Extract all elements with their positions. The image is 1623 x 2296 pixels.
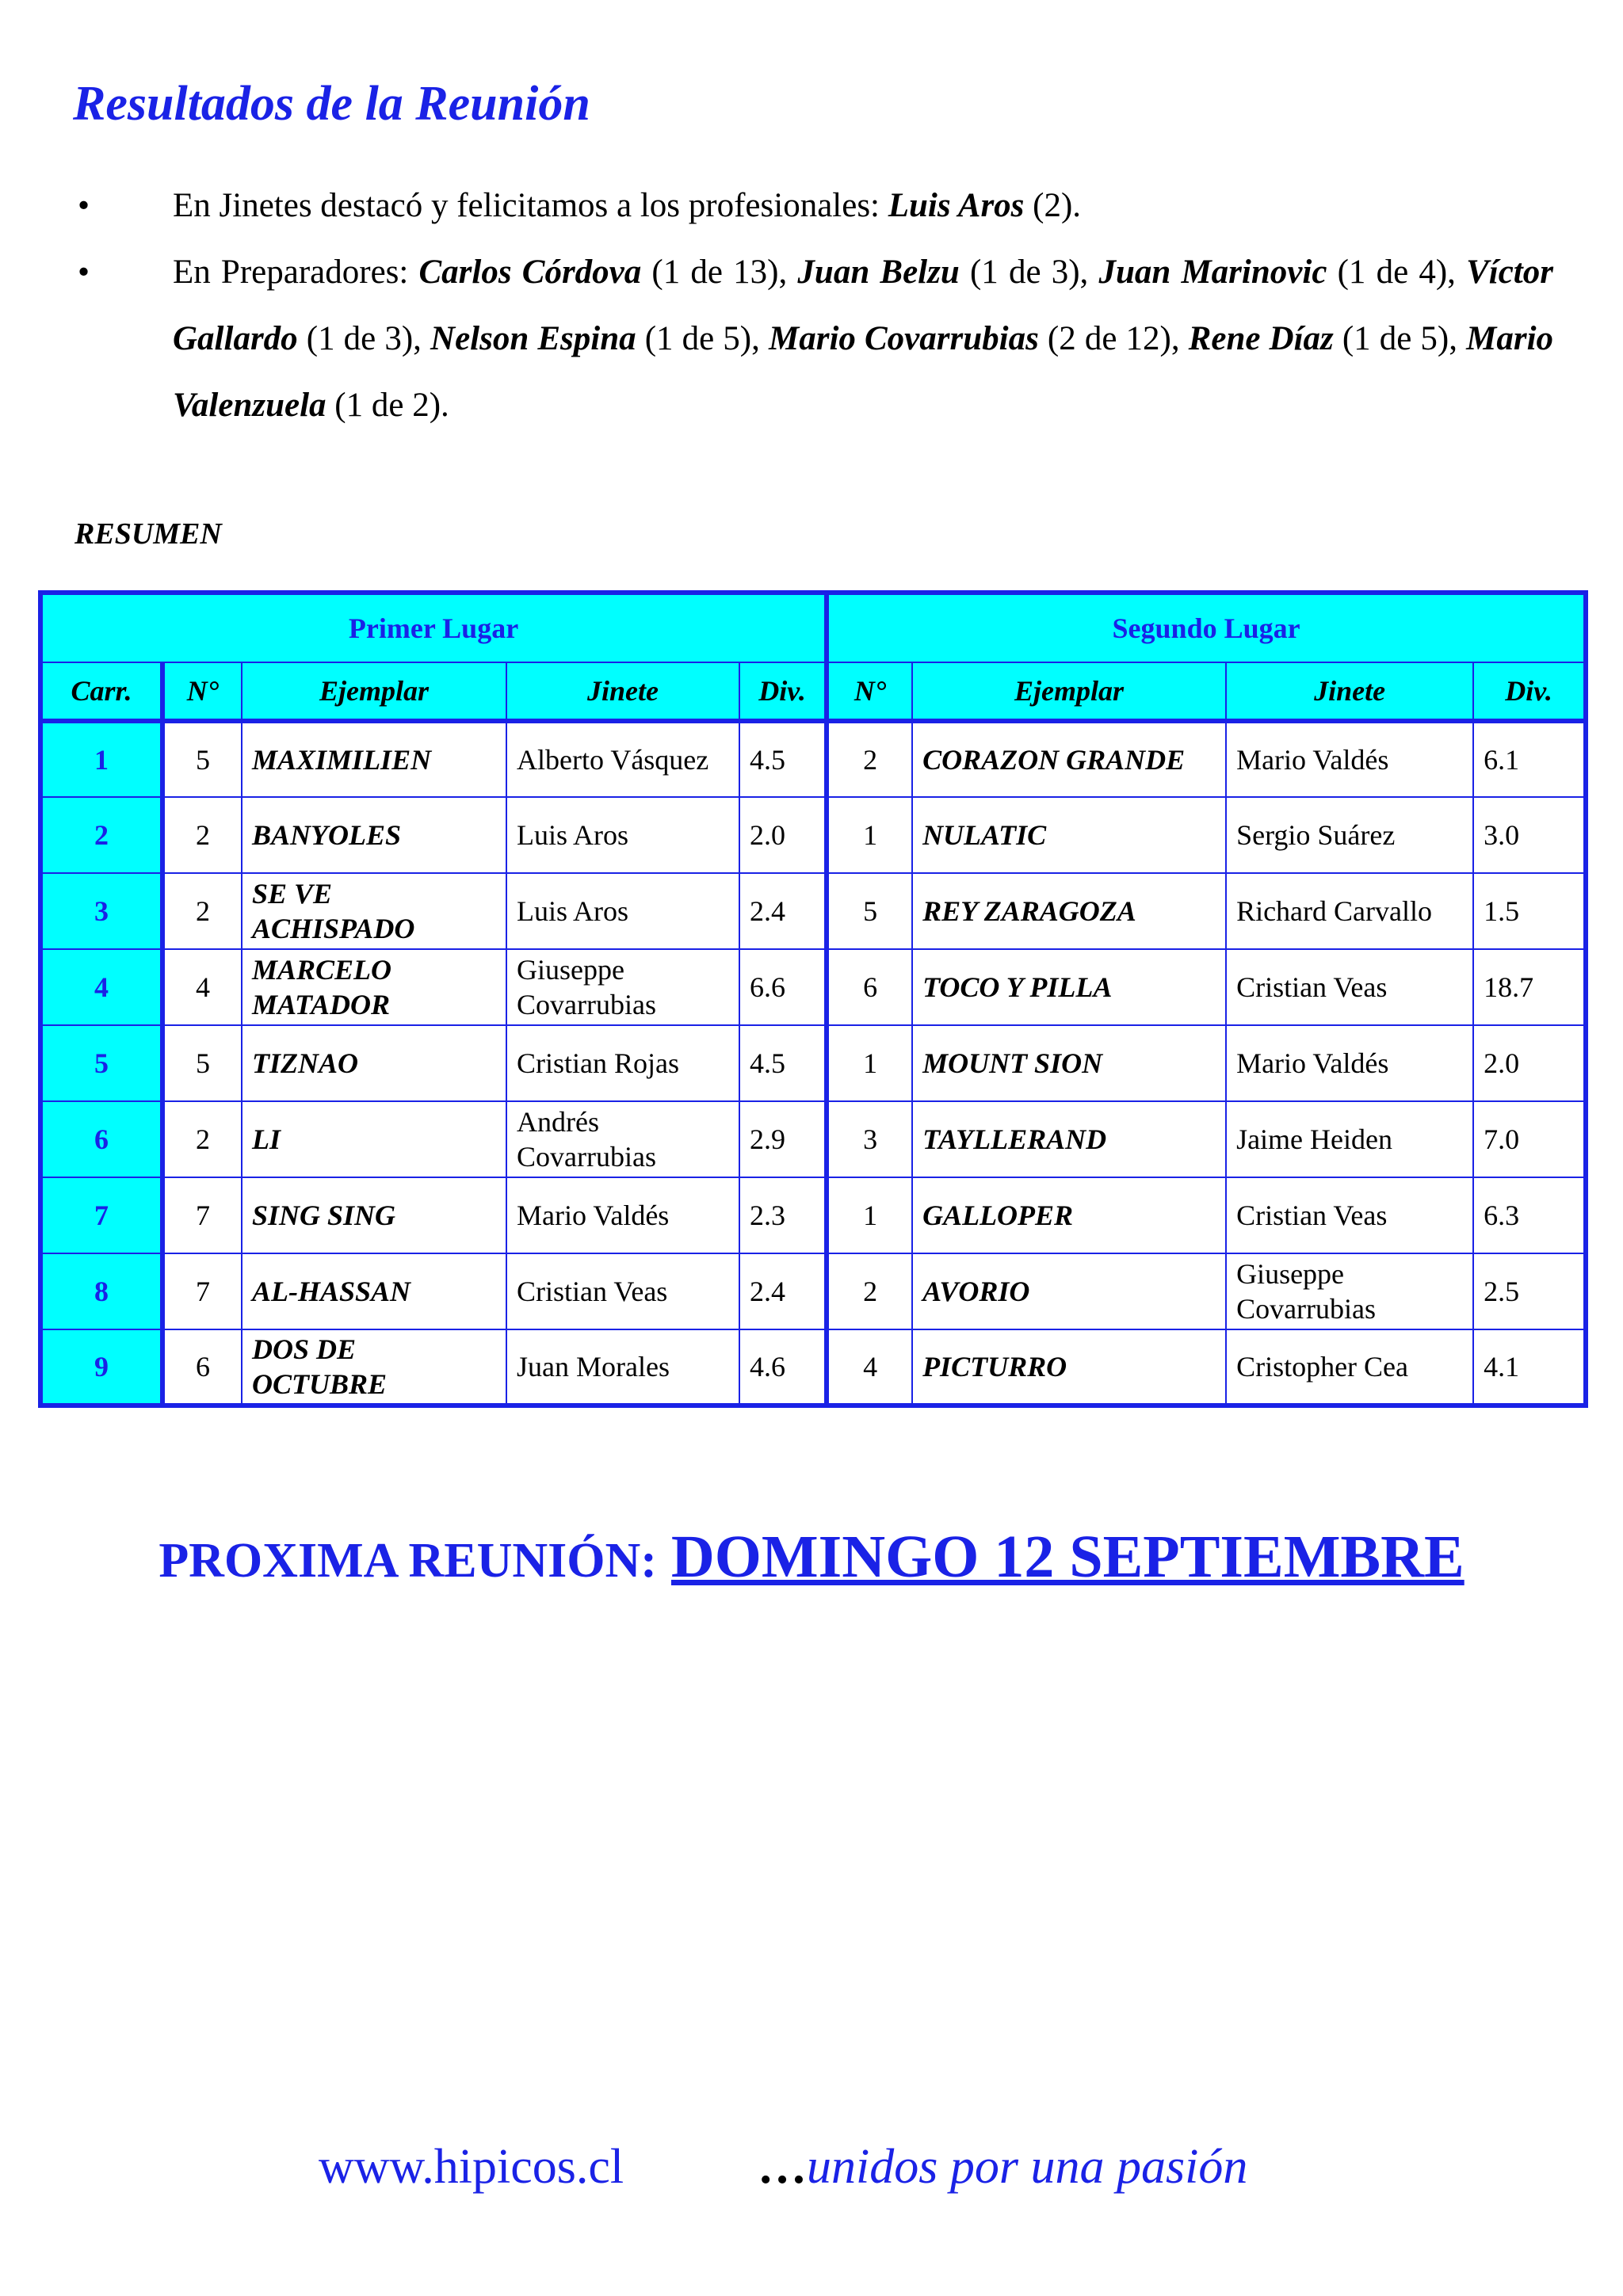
results-table <box>38 590 1588 1408</box>
first-dividend: 2.4 <box>739 1253 827 1329</box>
first-horse: AL-HASSAN <box>242 1253 506 1329</box>
second-dividend: 6.3 <box>1473 1177 1586 1253</box>
first-horse: MARCELO MATADOR <box>242 949 506 1025</box>
first-horse: LI <box>242 1101 506 1177</box>
second-dividend: 2.0 <box>1473 1025 1586 1101</box>
second-horse: NULATIC <box>912 797 1226 873</box>
race-number: 7 <box>40 1177 162 1253</box>
col-carr: Carr. <box>40 662 162 721</box>
highlighted-name: Juan Marinovic <box>1098 254 1327 291</box>
second-horse: MOUNT SION <box>912 1025 1226 1101</box>
bullet-text-segment: (1 de 4), <box>1327 254 1467 291</box>
bullet-text-segment: (2). <box>1024 187 1082 224</box>
second-horse: PICTURRO <box>912 1329 1226 1405</box>
second-horse: CORAZON GRANDE <box>912 721 1226 797</box>
first-jockey: Mario Valdés <box>506 1177 739 1253</box>
table-body <box>40 721 1586 1405</box>
second-dividend: 2.5 <box>1473 1253 1586 1329</box>
first-number: 7 <box>162 1253 242 1329</box>
race-number: 2 <box>40 797 162 873</box>
second-jockey: Mario Valdés <box>1226 1025 1473 1101</box>
second-number: 6 <box>827 949 912 1025</box>
second-number: 1 <box>827 797 912 873</box>
first-jockey: Cristian Veas <box>506 1253 739 1329</box>
highlighted-name: Carlos Córdova <box>418 254 642 291</box>
second-dividend: 1.5 <box>1473 873 1586 949</box>
second-number: 4 <box>827 1329 912 1405</box>
race-number: 1 <box>40 721 162 797</box>
group-first-place: Primer Lugar <box>40 593 827 662</box>
summary-label: RESUMEN <box>74 517 222 551</box>
bullet-text-segment: (1 de 2). <box>326 387 449 424</box>
second-dividend: 3.0 <box>1473 797 1586 873</box>
second-dividend: 7.0 <box>1473 1101 1586 1177</box>
second-jockey: Cristian Veas <box>1226 1177 1473 1253</box>
bullet-text-segment: (1 de 5), <box>1333 320 1467 357</box>
first-number: 4 <box>162 949 242 1025</box>
first-jockey: Giuseppe Covarrubias <box>506 949 739 1025</box>
table-row <box>40 1253 1586 1329</box>
second-jockey: Sergio Suárez <box>1226 797 1473 873</box>
next-meeting-label: PROXIMA REUNIÓN: <box>158 1534 657 1588</box>
bullet-text-segment: (1 de 3), <box>959 254 1099 291</box>
first-number: 2 <box>162 797 242 873</box>
second-jockey: Mario Valdés <box>1226 721 1473 797</box>
bullet-text-trainers <box>173 239 1553 439</box>
race-number: 9 <box>40 1329 162 1405</box>
table-row <box>40 721 1586 797</box>
table-row <box>40 1101 1586 1177</box>
table-row <box>40 1329 1586 1405</box>
col-jockey-first: Jinete <box>506 662 739 721</box>
table-row <box>40 1177 1586 1253</box>
slogan-text: unidos por una pasión <box>807 2140 1248 2194</box>
second-dividend: 6.1 <box>1473 721 1586 797</box>
second-horse: AVORIO <box>912 1253 1226 1329</box>
second-jockey: Cristopher Cea <box>1226 1329 1473 1405</box>
col-number-second: N° <box>827 662 912 721</box>
first-dividend: 4.5 <box>739 1025 827 1101</box>
bullet-dot: • <box>78 187 90 224</box>
first-jockey: Luis Aros <box>506 797 739 873</box>
next-meeting-banner <box>0 1523 1623 1592</box>
group-second-place: Segundo Lugar <box>827 593 1586 662</box>
second-number: 2 <box>827 1253 912 1329</box>
first-number: 5 <box>162 721 242 797</box>
second-dividend: 4.1 <box>1473 1329 1586 1405</box>
first-jockey: Luis Aros <box>506 873 739 949</box>
table-row <box>40 949 1586 1025</box>
highlighted-name: Luis Aros <box>888 187 1025 224</box>
col-dividend-second: Div. <box>1473 662 1586 721</box>
second-number: 1 <box>827 1177 912 1253</box>
race-number: 8 <box>40 1253 162 1329</box>
highlighted-name: Juan Belzu <box>797 254 960 291</box>
bullet-item-trainers <box>73 239 1553 439</box>
race-number: 3 <box>40 873 162 949</box>
website-link[interactable]: www.hipicos.cl <box>319 2140 624 2194</box>
first-horse: SING SING <box>242 1177 506 1253</box>
first-number: 7 <box>162 1177 242 1253</box>
next-meeting-date: DOMINGO 12 SEPTIEMBRE <box>670 1524 1465 1590</box>
bullet-text-jockeys <box>173 173 1553 239</box>
second-horse: TOCO Y PILLA <box>912 949 1226 1025</box>
first-horse: DOS DE OCTUBRE <box>242 1329 506 1405</box>
second-number: 2 <box>827 721 912 797</box>
table-column-header <box>40 662 1586 721</box>
first-dividend: 4.6 <box>739 1329 827 1405</box>
first-dividend: 2.9 <box>739 1101 827 1177</box>
second-number: 3 <box>827 1101 912 1177</box>
col-horse-first: Ejemplar <box>242 662 506 721</box>
highlighted-name: Víctor Gallardo <box>173 254 1553 357</box>
race-number: 4 <box>40 949 162 1025</box>
bullet-text-segment: En Jinetes destacó y felicitamos a los profesionales: <box>173 187 888 224</box>
second-horse: TAYLLERAND <box>912 1101 1226 1177</box>
second-jockey: Giuseppe Covarrubias <box>1226 1253 1473 1329</box>
col-dividend-first: Div. <box>739 662 827 721</box>
first-horse: TIZNAO <box>242 1025 506 1101</box>
col-horse-second: Ejemplar <box>912 662 1226 721</box>
bullet-text-segment: (1 de 13), <box>641 254 798 291</box>
first-jockey: Alberto Vásquez <box>506 721 739 797</box>
bullet-text-segment: (1 de 5), <box>636 320 769 357</box>
second-horse: REY ZARAGOZA <box>912 873 1226 949</box>
highlighted-name: Rene Díaz <box>1188 320 1334 357</box>
bullet-dot: • <box>78 254 90 291</box>
first-jockey: Juan Morales <box>506 1329 739 1405</box>
slogan <box>758 2139 1247 2195</box>
table-row <box>40 797 1586 873</box>
table-group-header <box>40 593 1586 662</box>
race-number: 5 <box>40 1025 162 1101</box>
bullet-text-segment: En Preparadores: <box>173 254 419 291</box>
second-horse: GALLOPER <box>912 1177 1226 1253</box>
first-dividend: 2.0 <box>739 797 827 873</box>
bullet-item-jockeys <box>73 173 1553 239</box>
col-jockey-second: Jinete <box>1226 662 1473 721</box>
second-number: 5 <box>827 873 912 949</box>
col-number-first: N° <box>162 662 242 721</box>
race-number: 6 <box>40 1101 162 1177</box>
table-row <box>40 873 1586 949</box>
table-row <box>40 1025 1586 1101</box>
second-number: 1 <box>827 1025 912 1101</box>
first-jockey: Andrés Covarrubias <box>506 1101 739 1177</box>
first-dividend: 6.6 <box>739 949 827 1025</box>
first-number: 2 <box>162 873 242 949</box>
slogan-ellipsis: … <box>758 2140 807 2194</box>
first-number: 6 <box>162 1329 242 1405</box>
second-jockey: Jaime Heiden <box>1226 1101 1473 1177</box>
second-dividend: 18.7 <box>1473 949 1586 1025</box>
highlighted-name: Nelson Espina <box>430 320 636 357</box>
page-title: Resultados de la Reunión <box>73 77 590 131</box>
first-number: 2 <box>162 1101 242 1177</box>
first-horse: MAXIMILIEN <box>242 721 506 797</box>
second-jockey: Cristian Veas <box>1226 949 1473 1025</box>
highlighted-name: Mario Covarrubias <box>768 320 1039 357</box>
highlighted-name: Mario Valenzuela <box>173 320 1554 424</box>
first-jockey: Cristian Rojas <box>506 1025 739 1101</box>
second-jockey: Richard Carvallo <box>1226 873 1473 949</box>
first-dividend: 4.5 <box>739 721 827 797</box>
first-dividend: 2.3 <box>739 1177 827 1253</box>
bullet-text-segment: (1 de 3), <box>297 320 431 357</box>
bullet-list <box>73 173 1553 439</box>
first-horse: SE VE ACHISPADO <box>242 873 506 949</box>
first-number: 5 <box>162 1025 242 1101</box>
bullet-text-segment: (2 de 12), <box>1038 320 1189 357</box>
first-horse: BANYOLES <box>242 797 506 873</box>
first-dividend: 2.4 <box>739 873 827 949</box>
